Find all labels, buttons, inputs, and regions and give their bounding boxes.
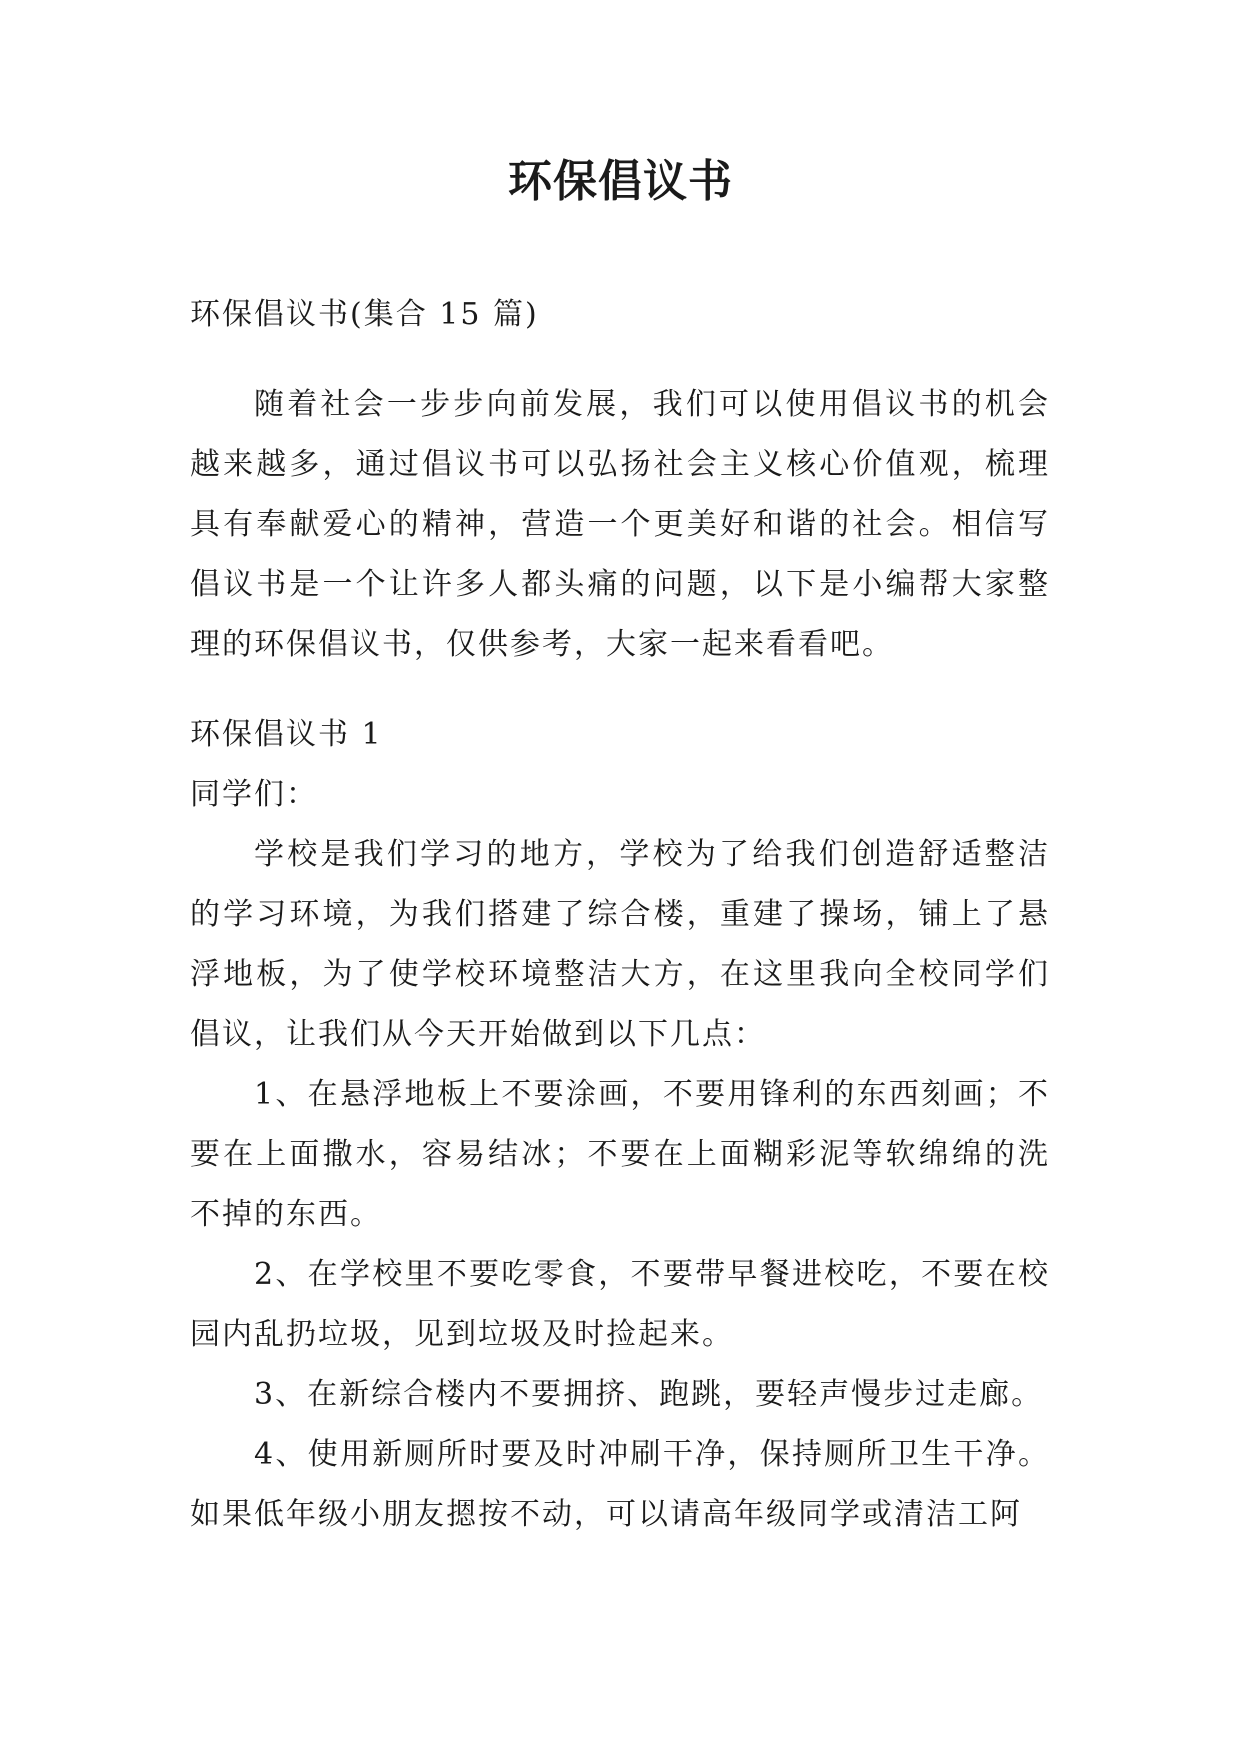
salutation: 同学们： <box>190 777 318 812</box>
document-body <box>190 285 1050 1545</box>
intro-paragraph: 随着社会一步步向前发展，我们可以使用倡议书的机会越来越多，通过倡议书可以弘扬社会主义核心价值观，梳理具有奉献爱心的精神，营造一个更美好和谐的社会。相信写倡议书是一个让许多人都头痛的问题，以下是小编帮大家整理的环保倡议书，仅供参考，大家一起来看看吧。 <box>190 387 1050 662</box>
list-item: 4、使用新厕所时要及时冲刷干净，保持厕所卫生干净。如果低年级小朋友摁按不动，可以请高年级同学或清洁工阿 <box>190 1437 1050 1532</box>
list-item: 3、在新综合楼内不要拥挤、跑跳，要轻声慢步过走廊。 <box>254 1377 1044 1412</box>
list-item: 1、在悬浮地板上不要涂画，不要用锋利的东西刻画；不要在上面撒水，容易结冰；不要在上面糊彩泥等软绵绵的洗不掉的东西。 <box>190 1077 1050 1232</box>
document-subtitle: 环保倡议书(集合 15 篇) <box>190 297 539 332</box>
opening-paragraph: 学校是我们学习的地方，学校为了给我们创造舒适整洁的学习环境，为我们搭建了综合楼，重建了操场，铺上了悬浮地板，为了使学校环境整洁大方，在这里我向全校同学们倡议，让我们从今天开始做到以下几点： <box>190 837 1050 1052</box>
section-heading: 环保倡议书 1 <box>190 717 383 752</box>
page-title: 环保倡议书 <box>508 156 733 207</box>
list-item: 2、在学校里不要吃零食，不要带早餐进校吃，不要在校园内乱扔垃圾，见到垃圾及时捡起来。 <box>190 1257 1050 1352</box>
